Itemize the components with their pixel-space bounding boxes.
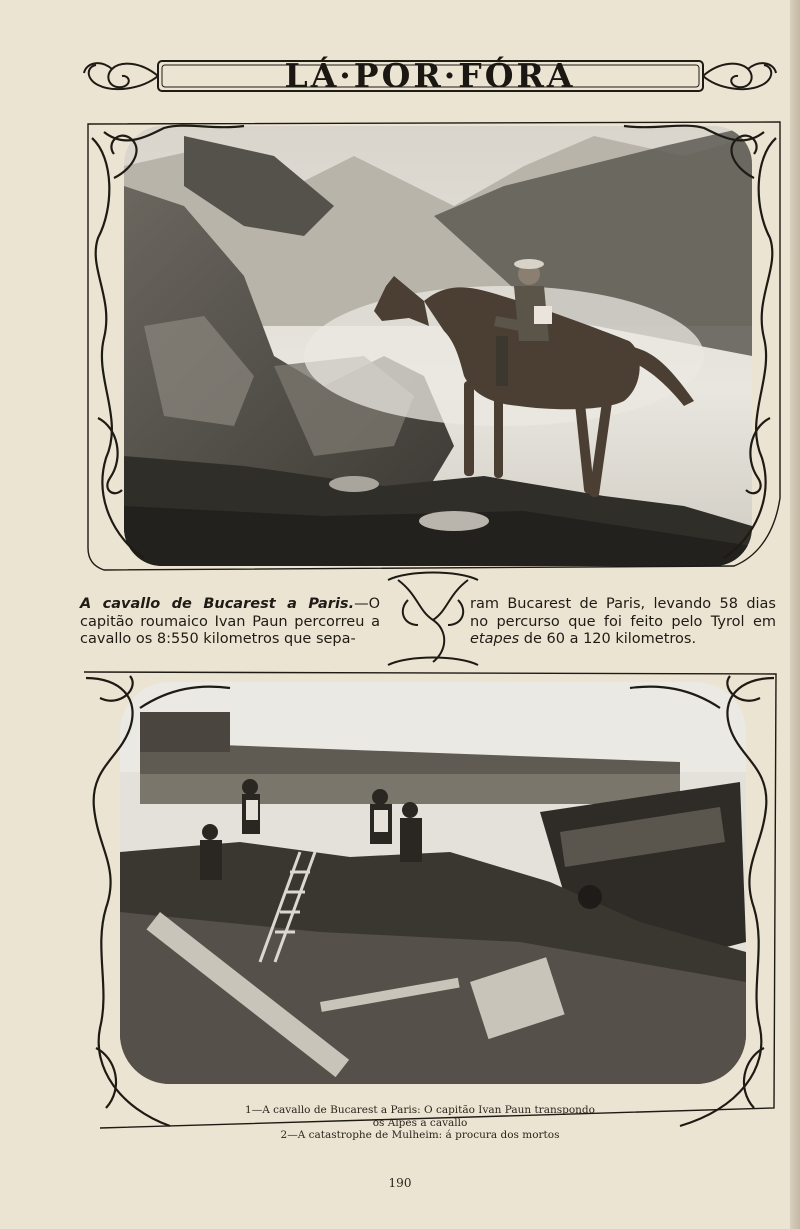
caption-line-2: os Alpes a cavallo <box>372 1116 468 1129</box>
art-nouveau-frame-2 <box>80 668 780 1140</box>
article-right-italic: etapes <box>470 631 520 647</box>
article-right-column <box>470 596 776 649</box>
page-title: LÁ·POR·FÓRA <box>284 56 576 95</box>
page-edge <box>790 0 800 1229</box>
photo-captions <box>200 1104 640 1142</box>
caption-line-1: 1—A cavallo de Bucarest a Paris: O capitão Ivan Paun transpondo <box>245 1104 595 1116</box>
photo-frame-horseman <box>84 118 784 576</box>
article-right-text-1: ram Bucarest de Paris, levando 58 dias no percurso que foi feito pelo Tyrol em <box>470 596 776 630</box>
page-number: 190 <box>388 1176 412 1190</box>
article-right-text-2: de 60 a 120 kilometros. <box>519 631 697 647</box>
art-nouveau-frame-1 <box>84 118 784 576</box>
article-caption-title: A cavallo de Bucarest a Paris. <box>80 596 355 612</box>
title-banner <box>80 55 780 97</box>
article-left-column <box>80 596 380 649</box>
caption-line-3: 2—A catastrophe de Mulheim: á procura dos mortos <box>280 1129 560 1141</box>
photo-frame-train-wreck <box>80 668 780 1140</box>
article-left-text: —O capitão roumaico Ivan Paun percorreu a cavallo os 8:550 kilometros que sepa- <box>80 596 380 647</box>
